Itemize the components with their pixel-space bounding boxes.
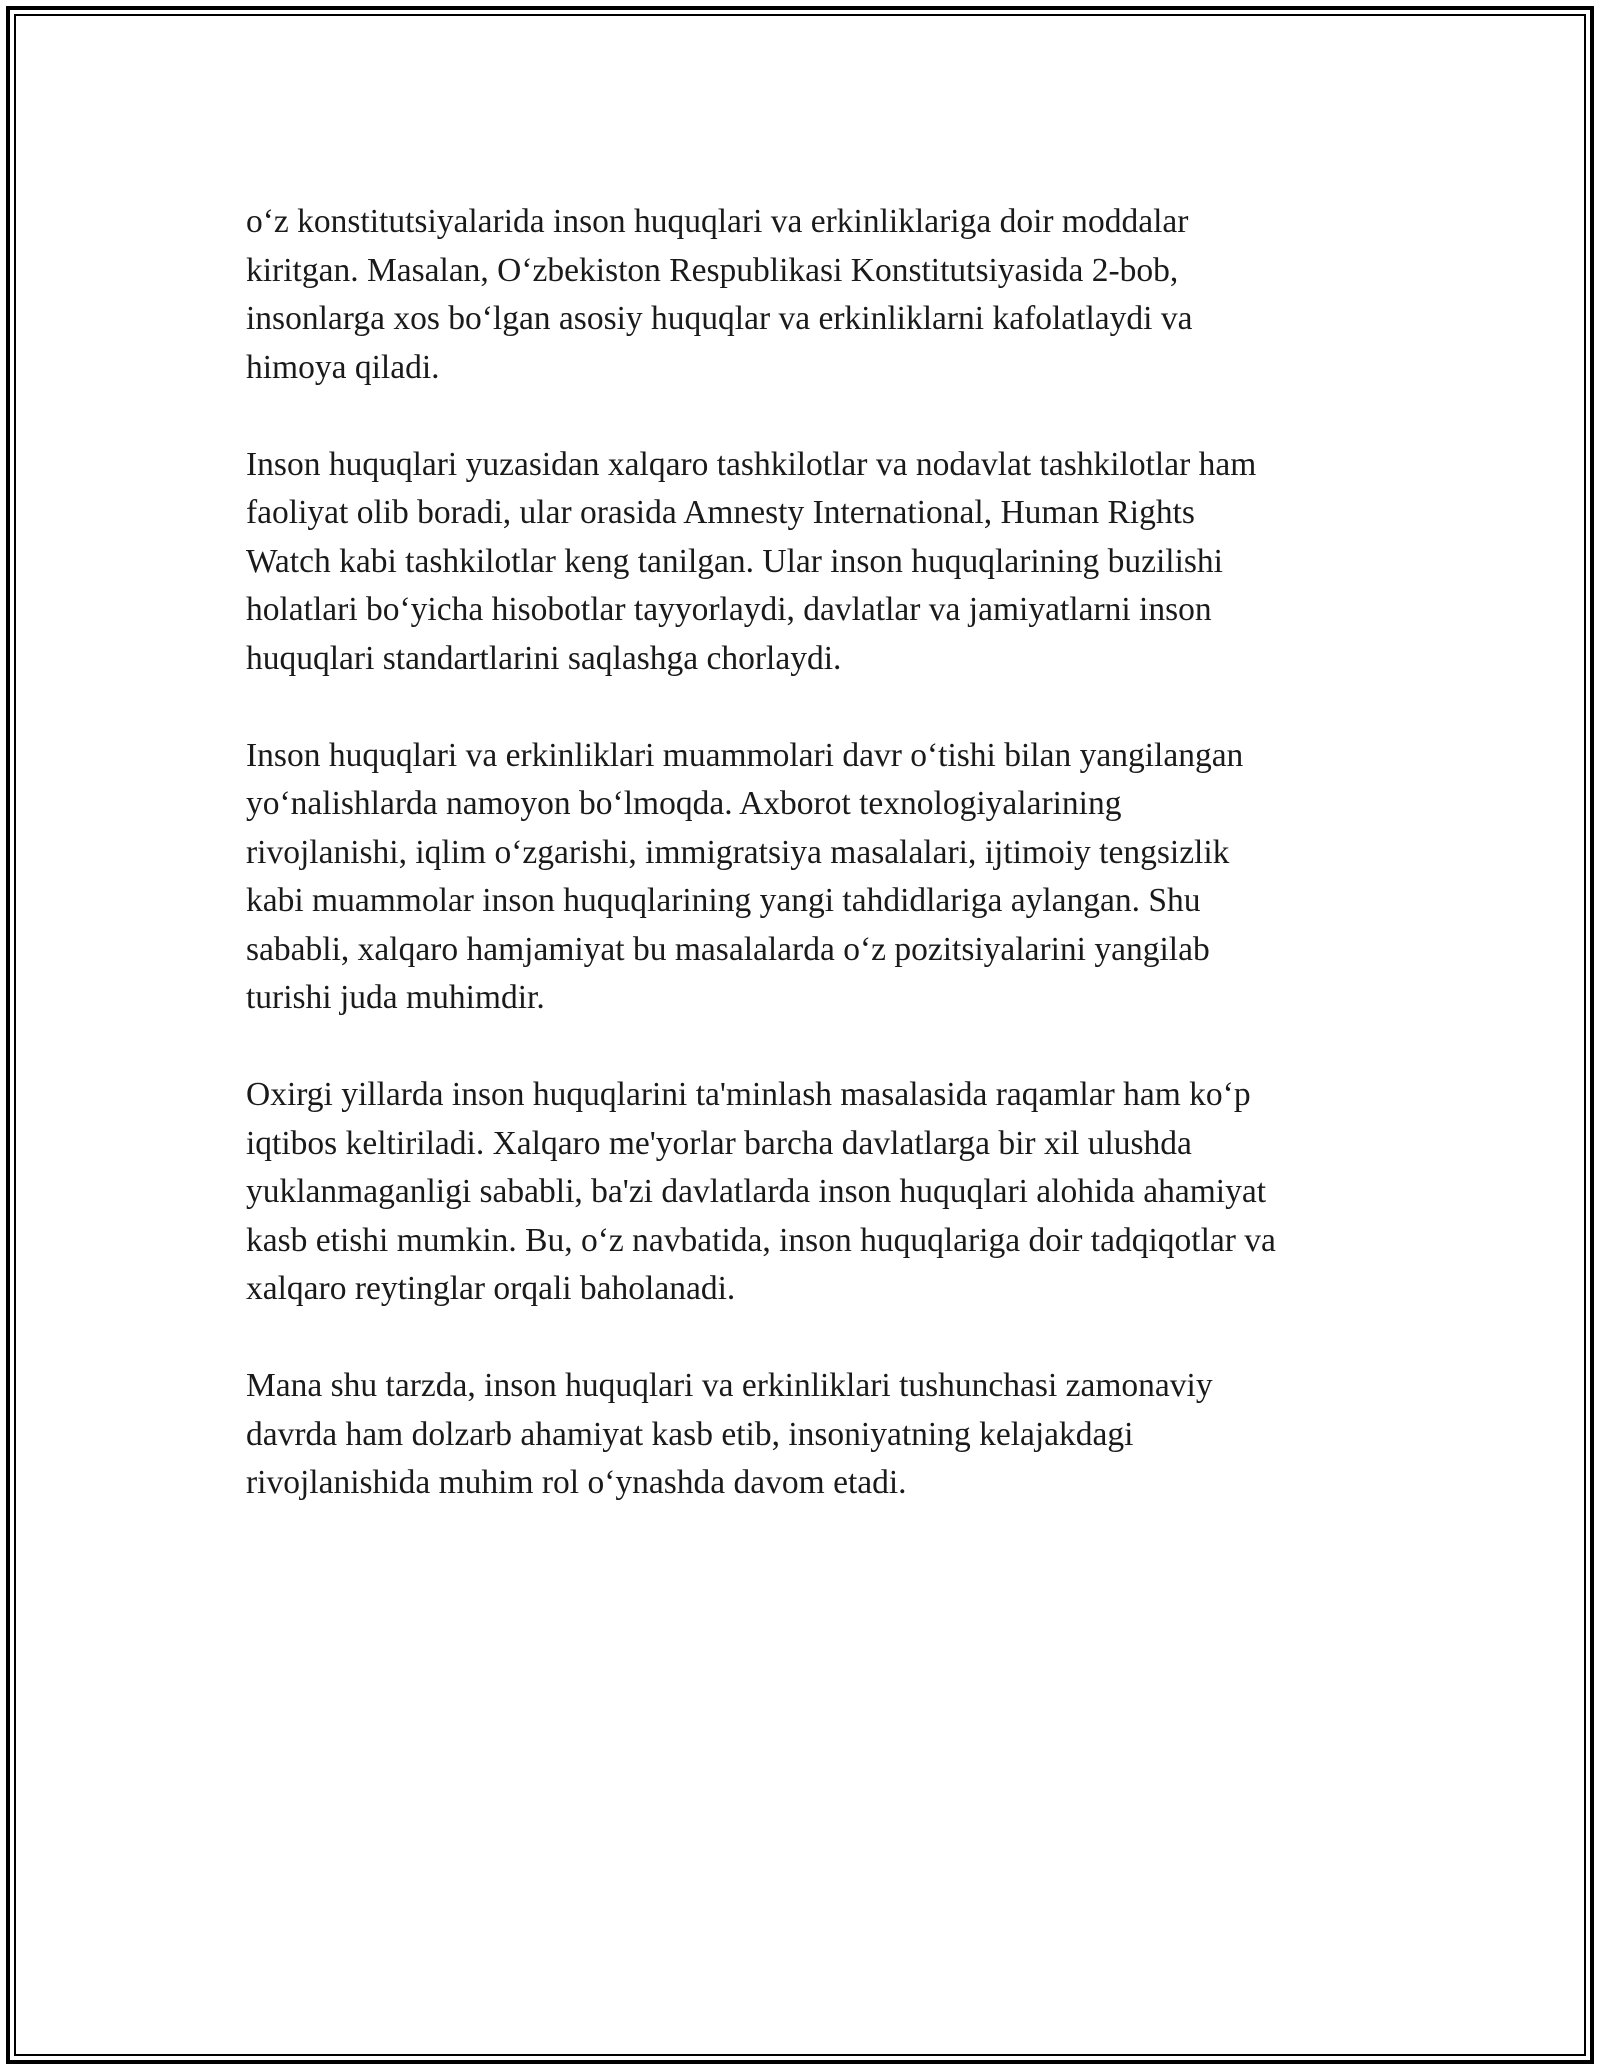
text-line: turishi juda muhimdir. <box>246 979 545 1016</box>
text-line: holatlari bo‘yicha hisobotlar tayyorlaydi, davlatlar va jamiyatlarni inson <box>246 591 1212 628</box>
paragraph-1 <box>246 198 1376 392</box>
text-line: rivojlanishida muhim rol o‘ynashda davom etadi. <box>246 1464 907 1501</box>
paragraph-3 <box>246 732 1376 1023</box>
text-line: kasb etishi mumkin. Bu, o‘z navbatida, inson huquqlariga doir tadqiqotlar va <box>246 1221 1276 1259</box>
text-line: kiritgan. Masalan, O‘zbekiston Respublikasi Konstitutsiyasida 2-bob, <box>246 251 1179 289</box>
text-line: Watch kabi tashkilotlar keng tanilgan. Ular inson huquqlarining buzilishi <box>246 542 1223 580</box>
document-body <box>246 198 1376 1556</box>
paragraph-4 <box>246 1071 1376 1314</box>
text-line: sababli, xalqaro hamjamiyat bu masalalarda o‘z pozitsiyalarini yangilab <box>246 930 1210 968</box>
text-line: Inson huquqlari yuzasidan xalqaro tashkilotlar va nodavlat tashkilotlar ham <box>246 445 1257 483</box>
text-line: kabi muammolar inson huquqlarining yangi tahdidlariga aylangan. Shu <box>246 882 1201 919</box>
text-line: iqtibos keltiriladi. Xalqaro me'yorlar barcha davlatlarga bir xil ulushda <box>246 1124 1192 1162</box>
text-line: Mana shu tarzda, inson huquqlari va erkinliklari tushunchasi zamonaviy <box>246 1367 1213 1404</box>
text-line: Inson huquqlari va erkinliklari muammolari davr o‘tishi bilan yangilangan <box>246 736 1244 774</box>
text-line: o‘z konstitutsiyalarida inson huquqlari va erkinliklariga doir moddalar <box>246 203 1189 240</box>
text-line: huquqlari standartlarini saqlashga chorlaydi. <box>246 639 842 677</box>
text-line: xalqaro reytinglar orqali baholanadi. <box>246 1270 736 1307</box>
text-line: faoliyat olib boradi, ular orasida Amnesty International, Human Rights <box>246 494 1195 531</box>
text-line: rivojlanishi, iqlim o‘zgarishi, immigratsiya masalalari, ijtimoiy tengsizlik <box>246 833 1230 871</box>
text-line: yuklanmaganligi sababli, ba'zi davlatlarda inson huquqlari alohida ahamiyat <box>246 1173 1267 1210</box>
text-line: davrda ham dolzarb ahamiyat kasb etib, insoniyatning kelajakdagi <box>246 1415 1134 1453</box>
text-line: Oxirgi yillarda inson huquqlarini ta'minlash masalasida raqamlar ham ko‘p <box>246 1076 1251 1113</box>
paragraph-5 <box>246 1362 1376 1508</box>
text-line: himoya qiladi. <box>246 348 440 386</box>
text-line: yo‘nalishlarda namoyon bo‘lmoqda. Axborot texnologiyalarining <box>246 785 1122 822</box>
page-frame <box>6 6 1594 2064</box>
text-line: insonlarga xos bo‘lgan asosiy huquqlar va erkinliklarni kafolatlaydi va <box>246 300 1193 337</box>
paragraph-2 <box>246 441 1376 684</box>
